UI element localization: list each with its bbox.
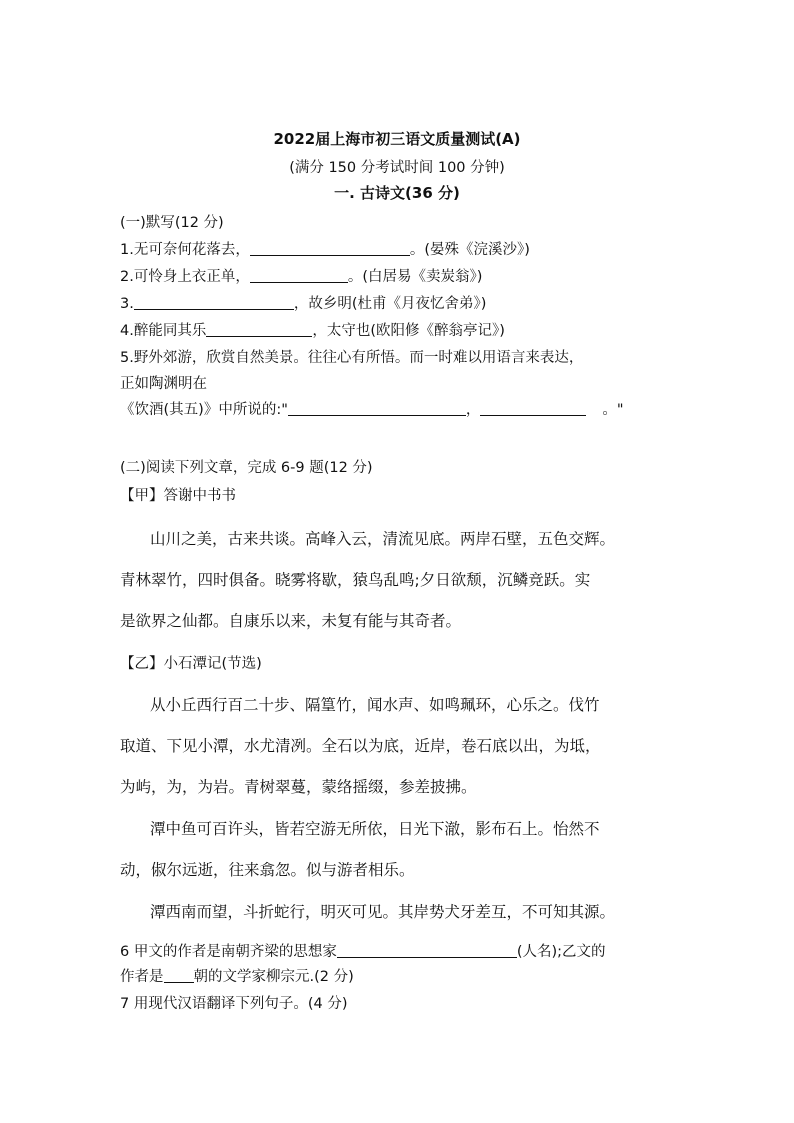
q5-text-after: 。" (602, 402, 624, 418)
q1-answer-blank[interactable] (250, 241, 410, 256)
q6-text-after: (人名);乙文的 (516, 944, 606, 960)
q2-text-before: 2.可怜身上衣正单， (120, 269, 250, 285)
q1-text-after: 。(晏殊《浣溪沙》) (409, 242, 530, 258)
q4-text-before: 4.醉能同其乐 (120, 323, 207, 339)
question-6-line-1 (120, 940, 606, 961)
passage-jia-title: 【甲】答谢中书书 (120, 488, 236, 504)
q5-answer-blank-2[interactable] (480, 401, 586, 416)
passage-jia-line: 山川之美，古来共谈。高峰入云，清流见底。两岸石壁，五色交辉。 (150, 530, 616, 548)
passage-yi-line: 为屿，为，为岩。青树翠蔓，蒙络摇缀，参差披拂。 (120, 778, 477, 796)
section-title-ancient-poetry: 一. 古诗文(36 分) (334, 184, 460, 202)
q3-text-after: ，故乡明(杜甫《月夜忆舍弟》) (293, 296, 487, 312)
q6-line2-after: 朝的文学家柳宗元.(2 分) (193, 969, 354, 985)
passage-yi-line: 潭中鱼可百许头，皆若空游无所依，日光下澈，影布石上。怡然不 (150, 820, 600, 838)
q6-answer-blank-1[interactable] (337, 943, 517, 958)
passage-jia-line: 青林翠竹，四时俱备。晓雾将歇，猿鸟乱鸣;夕日欲颓，沉鳞竞跃。实 (120, 571, 591, 589)
part2-heading: (二)阅读下列文章，完成 6-9 题(12 分) (120, 460, 373, 476)
q3-answer-blank[interactable] (134, 295, 294, 310)
q1-text-before: 1.无可奈何花落去， (120, 242, 250, 258)
question-4 (120, 319, 505, 340)
question-7: 7 用现代汉语翻译下列句子。(4 分) (120, 996, 348, 1012)
question-6-line-2 (120, 965, 354, 986)
question-1 (120, 238, 530, 259)
question-3 (120, 292, 486, 313)
passage-yi-line: 动，俶尔远逝，往来翕忽。似与游者相乐。 (120, 861, 415, 879)
passage-yi-line: 取道、下见小潭，水尤清冽。全石以为底，近岸，卷石底以出，为坻， (120, 737, 601, 755)
passage-yi-title: 【乙】小石潭记(节选) (120, 656, 262, 672)
q4-answer-blank[interactable] (206, 322, 312, 337)
q5-text-mid: ， (465, 402, 481, 418)
q3-text-before: 3. (120, 296, 134, 312)
q4-text-after: ，太守也(欧阳修《醉翁亭记》) (312, 323, 505, 339)
part1-heading: (一)默写(12 分) (120, 215, 224, 231)
passage-yi-line: 从小丘西行百二十步、隔篁竹，闻水声、如鸣珮环，心乐之。伐竹 (150, 696, 600, 714)
question-5-line-1: 5.野外郊游，欣赏自然美景。往往心有所悟。而一时难以用语言来表达， (120, 350, 584, 366)
question-5-line-2: 正如陶渊明在 (120, 376, 207, 392)
q6-answer-blank-2[interactable] (164, 968, 194, 983)
q5-answer-blank-1[interactable] (288, 401, 466, 416)
q2-text-after: 。(白居易《卖炭翁》) (347, 269, 483, 285)
question-5-line-3 (120, 398, 624, 419)
exam-title: 2022届上海市初三语文质量测试(A) (273, 130, 521, 148)
q6-line2-before: 作者是 (120, 969, 164, 985)
q2-answer-blank[interactable] (250, 268, 348, 283)
q6-text-before: 6 甲文的作者是南朝齐梁的思想家 (120, 944, 337, 960)
exam-subtitle: (满分 150 分考试时间 100 分钟) (289, 160, 505, 176)
passage-jia-line: 是欲界之仙都。自康乐以来，未复有能与其奇者。 (120, 612, 462, 630)
question-2 (120, 265, 482, 286)
q5-text-before: 《饮酒(其五)》中所说的:" (120, 402, 288, 418)
passage-yi-line: 潭西南而望，斗折蛇行，明灭可见。其岸势犬牙差互，不可知其源。 (150, 903, 616, 921)
